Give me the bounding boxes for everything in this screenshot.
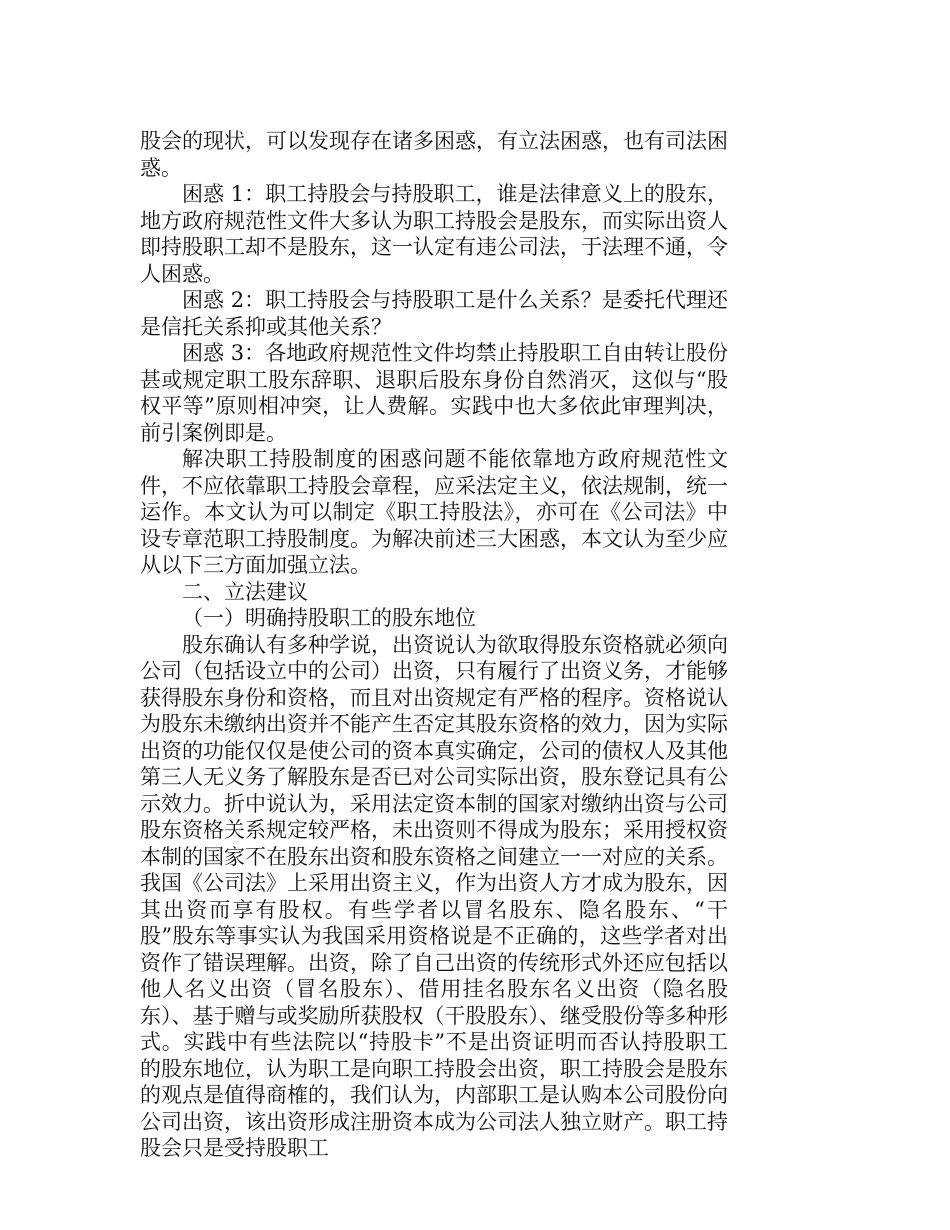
paragraph-solution: 解决职工持股制度的困惑问题不能依靠地方政府规范性文件，不应依靠职工持股会章程，应采法定主义，依法规制，统一运作。本文认为可以制定《职工持股法》，亦可在《公司法》中设专章范职工持股制度。为解决前述三大困惑，本文认为至少应从以下三方面加强立法。 xyxy=(140,447,728,577)
subsection-heading: （一）明确持股职工的股东地位 xyxy=(182,606,476,630)
paragraph-intro: 股会的现状，可以发现存在诸多困惑，有立法困惑，也有司法困惑。 xyxy=(140,129,728,180)
document-body xyxy=(140,128,728,1162)
paragraph-confusion-2: 困惑 2：职工持股会与持股职工是什么关系？是委托代理还是信托关系抑或其他关系？ xyxy=(140,288,728,339)
section-heading: 二、立法建议 xyxy=(182,579,308,604)
paragraph-confusion-3: 困惑 3：各地政府规范性文件均禁止持股职工自由转让股份甚或规定职工股东辞职、退职后股东身份自然消灭，这似与“股权平等”原则相冲突，让人费解。实践中也大多依此审理判决，前引案例即是。 xyxy=(140,341,728,445)
paragraph-shareholder-theory: 股东确认有多种学说，出资说认为欲取得股东资格就必须向公司（包括设立中的公司）出资，只有履行了出资义务，才能够获得股东身份和资格，而且对出资规定有严格的程序。资格说认为股东未缴纳出资并不能产生否定其股东资格的效力，因为实际出资的功能仅仅是使公司的资本真实确定，公司的债权人及其他第三人无义务了解股东是否已对公司实际出资，股东登记具有公示效力。折中说认为，采用法定资本制的国家对缴纳出资与公司股东资格关系规定较严格，未出资则不得成为股东；采用授权资本制的国家不在股东出资和股东资格之间建立一一对应的关系。我国《公司法》上采用出资主义，作为出资人方才成为股东，因其出资而享有股权。有些学者以冒名股东、隐名股东、“干股”股东等事实认为我国采用资格说是不正确的，这些学者对出资作了错误理解。出资，除了自己出资的传统形式外还应包括以他人名义出资（冒名股东）、借用挂名股东名义出资（隐名股东）、基于赠与或奖励所获股权（干股股东）、继受股份等多种形式。实践中有些法院以“持股卡”不是出资证明而否认持股职工的股东地位，认为职工是向职工持股会出资，职工持股会是股东的观点是值得商榷的，我们认为，内部职工是认购本公司股份向公司出资，该出资形成注册资本成为公司法人独立财产。职工持股会只是受持股职工 xyxy=(140,632,728,1160)
paragraph-confusion-1: 困惑 1：职工持股会与持股职工，谁是法律意义上的股东，地方政府规范性文件大多认为职工持股会是股东，而实际出资人即持股职工却不是股东，这一认定有违公司法，于法理不通，令人困惑。 xyxy=(140,182,728,286)
